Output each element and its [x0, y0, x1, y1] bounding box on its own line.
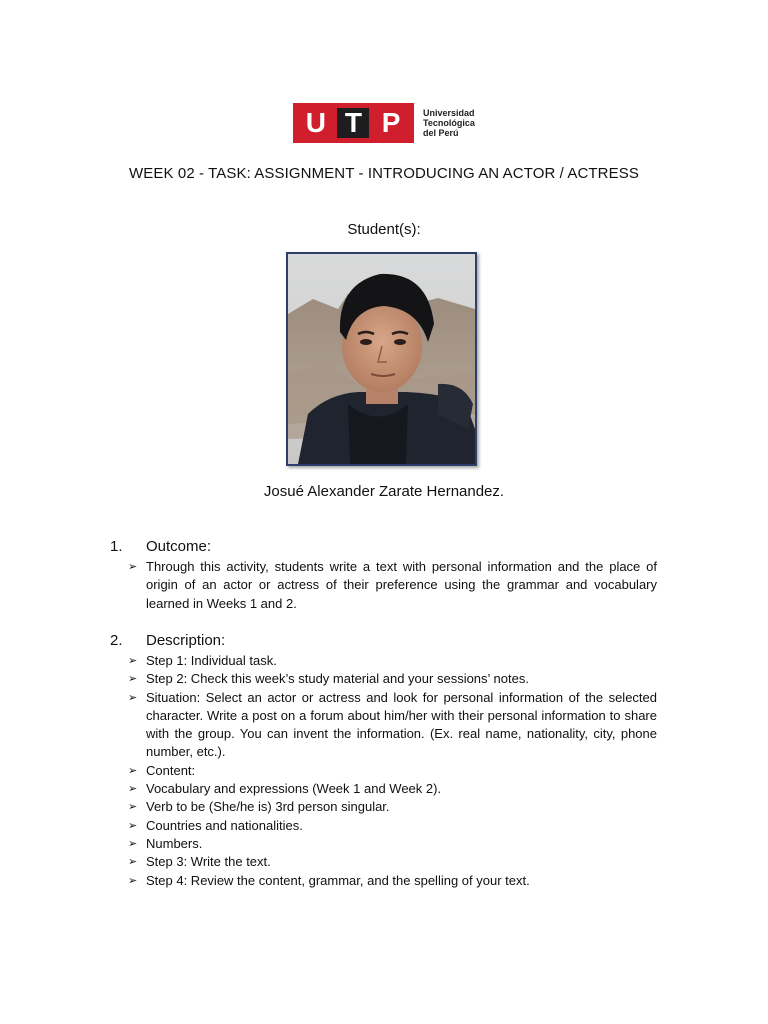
section-number: 1.	[110, 538, 123, 555]
arrow-bullet-icon: ➢	[128, 819, 138, 832]
arrow-bullet-icon: ➢	[128, 691, 138, 704]
list-item-text: Verb to be (She/he is) 3rd person singular.	[146, 799, 390, 815]
list-item	[128, 762, 657, 780]
utp-logo	[293, 103, 475, 143]
section-title: Description:	[146, 632, 226, 649]
list-item	[128, 872, 657, 890]
section-outcome-heading	[110, 538, 211, 555]
list-item-text: Situation: Select an actor or actress and look for personal information of the selected character. Write a post on a forum about him/her with their personal information to share with the group. You can invent the information. (Ex. real name, nationality, city, phone number, etc.).	[146, 689, 657, 760]
document-title: WEEK 02 - TASK: ASSIGNMENT - INTRODUCING AN ACTOR / ACTRESS	[129, 165, 639, 182]
logo-text-line: Universidad	[423, 108, 475, 118]
logo-letter-p: P	[375, 108, 407, 138]
list-item-text: Through this activity, students write a text with personal information and the place of origin of an actor or actress of their preference using the grammar and vocabulary learned in Weeks 1 and 2.	[146, 559, 657, 611]
arrow-bullet-icon: ➢	[128, 561, 138, 573]
section-description-heading	[110, 632, 225, 649]
list-item-text: Step 3: Write the text.	[146, 854, 271, 870]
list-item	[128, 835, 657, 853]
arrow-bullet-icon: ➢	[128, 783, 138, 796]
arrow-bullet-icon: ➢	[128, 655, 138, 667]
logo-text-line: Tecnológica	[423, 118, 475, 128]
list-item-text: Step 1: Individual task.	[146, 653, 277, 668]
student-photo	[286, 252, 477, 466]
logo-text-line: del Perú	[423, 128, 459, 138]
list-item-text: Step 2: Check this week’s study material and your sessions’ notes.	[146, 671, 529, 687]
list-item	[128, 798, 657, 816]
list-item	[128, 817, 657, 835]
description-list	[128, 652, 657, 890]
list-item-text: Step 4: Review the content, grammar, and the spelling of your text.	[146, 872, 530, 888]
logo-letter-u: U	[300, 108, 332, 138]
utp-logo-mark	[293, 103, 414, 143]
arrow-bullet-icon: ➢	[128, 874, 138, 887]
list-item	[128, 853, 657, 871]
list-item	[128, 689, 657, 762]
student-name: Josué Alexander Zarate Hernandez.	[263, 483, 505, 500]
students-label: Student(s):	[347, 221, 421, 238]
outcome-list	[128, 558, 657, 613]
logo-university-name	[423, 108, 475, 138]
arrow-bullet-icon: ➢	[128, 764, 138, 777]
list-item	[128, 780, 657, 798]
list-item-text: Numbers.	[146, 835, 203, 851]
section-title: Outcome:	[146, 538, 212, 555]
list-item-text: Content:	[146, 762, 196, 778]
logo-letter-t: T	[337, 108, 369, 138]
arrow-bullet-icon: ➢	[128, 801, 138, 814]
arrow-bullet-icon: ➢	[128, 837, 138, 850]
list-item	[128, 670, 657, 688]
arrow-bullet-icon: ➢	[128, 673, 138, 686]
arrow-bullet-icon: ➢	[128, 856, 138, 869]
list-item-text: Countries and nationalities.	[146, 817, 303, 833]
list-item	[128, 652, 657, 670]
list-item-text: Vocabulary and expressions (Week 1 and Week 2).	[146, 781, 442, 797]
list-item	[128, 558, 657, 613]
section-number: 2.	[110, 632, 123, 649]
